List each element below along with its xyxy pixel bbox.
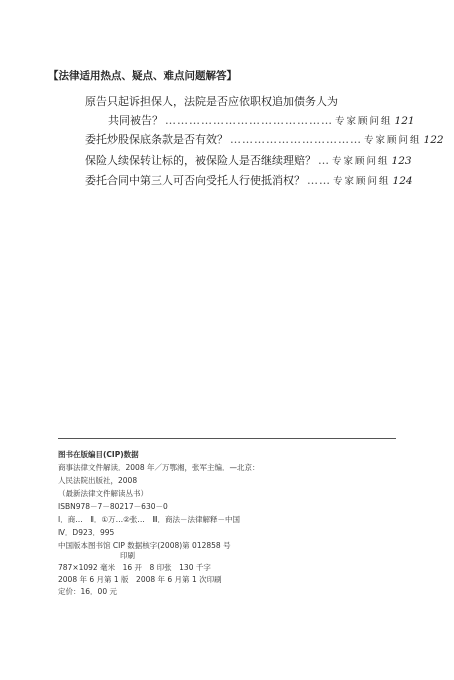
toc-entry-title: 委托合同中第三人可否向受托人行使抵消权？ bbox=[85, 174, 305, 187]
cip-header: 图书在版编目(CIP)数据 bbox=[58, 450, 139, 459]
toc-entry-page: 123 bbox=[391, 155, 412, 167]
toc-entry-author: 专家顾问组 bbox=[332, 156, 390, 167]
toc-leader-dots: …………………………… bbox=[230, 133, 362, 146]
toc-entry-author: 专家顾问组 bbox=[364, 135, 422, 146]
cip-line: 人民法院出版社，2008 bbox=[58, 476, 138, 485]
toc-entry-title: 原告只起诉担保人，法院是否应依职权追加债务人为 bbox=[85, 95, 338, 108]
toc-entry-3 bbox=[85, 152, 412, 168]
toc-entry-1 bbox=[108, 112, 415, 128]
cip-line: （最新法律文件解读丛书） bbox=[58, 489, 148, 498]
toc-leader-dots: … bbox=[318, 154, 330, 167]
printing-info-block bbox=[58, 550, 222, 598]
toc-entry-author: 专家顾问组 bbox=[335, 116, 393, 127]
cip-line: Ⅰ．商… Ⅱ．①万…②张… Ⅲ．商法－法律解释－中国 bbox=[58, 515, 241, 524]
toc-entry-continuation: 共同被告？ bbox=[108, 114, 163, 127]
printing-line: 定价：16．00 元 bbox=[58, 587, 117, 596]
toc-entry-1-title bbox=[85, 93, 338, 109]
toc-leader-dots: …………………………………… bbox=[165, 114, 333, 127]
toc-entry-title: 委托炒股保底条款是否有效？ bbox=[85, 133, 228, 146]
cip-divider bbox=[58, 438, 396, 439]
toc-entry-title: 保险人续保转让标的，被保险人是否继续理赔？ bbox=[85, 154, 316, 167]
cip-line: 商事法律文件解读．2008 年／万鄂湘，张军主编．—北京： bbox=[58, 463, 260, 472]
toc-leader-dots: …… bbox=[307, 174, 331, 187]
cip-line: Ⅳ．D923．995 bbox=[58, 528, 115, 537]
toc-entry-page: 121 bbox=[394, 115, 415, 127]
toc-entry-4 bbox=[85, 172, 413, 188]
toc-entry-2 bbox=[85, 131, 444, 147]
printing-line: 787×1092 毫米 16 开 8 印张 130 千字 bbox=[58, 563, 211, 572]
printing-title: 印刷 bbox=[120, 551, 135, 560]
cip-line: ISBN978－7－80217－630－0 bbox=[58, 502, 168, 511]
toc-entry-author: 专家顾问组 bbox=[333, 176, 391, 187]
toc-entry-page: 124 bbox=[392, 175, 413, 187]
toc-entry-page: 122 bbox=[423, 134, 444, 146]
section-heading: 【法律适用热点、疑点、难点问题解答】 bbox=[48, 70, 237, 82]
cip-line: 中国版本图书馆 CIP 数据核字(2008)第 012858 号 bbox=[58, 541, 231, 550]
cip-data-block bbox=[58, 448, 259, 552]
printing-line: 2008 年 6 月第 1 版 2008 年 6 月第 1 次印刷 bbox=[58, 575, 222, 584]
